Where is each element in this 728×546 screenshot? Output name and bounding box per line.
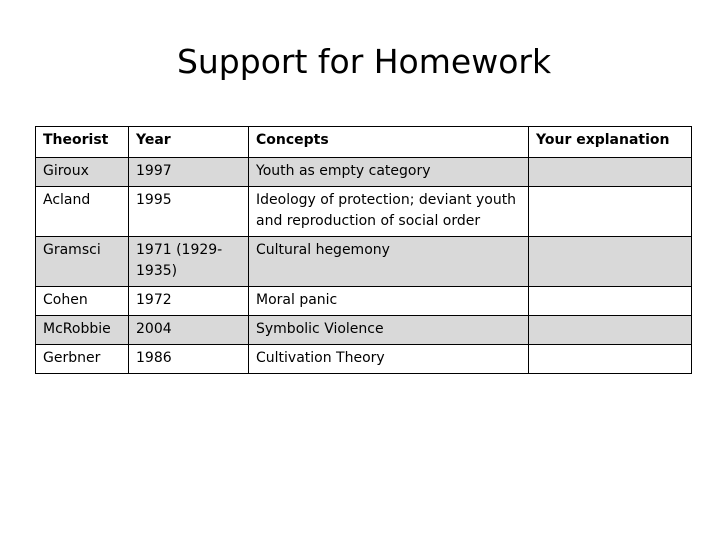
concepts-cell: Youth as empty category	[249, 158, 529, 187]
header-concepts: Concepts	[249, 127, 529, 158]
table-header-row	[36, 127, 692, 158]
concepts-cell: Cultural hegemony	[249, 237, 529, 287]
year-cell: 1997	[129, 158, 249, 187]
year-cell: 1972	[129, 287, 249, 316]
explanation-cell[interactable]	[529, 158, 692, 187]
concepts-cell: Ideology of protection; deviant youth and reproduction of social order	[249, 187, 529, 237]
table-row	[36, 237, 692, 287]
header-your-explanation: Your explanation	[529, 127, 692, 158]
table-row	[36, 316, 692, 345]
table-row	[36, 345, 692, 374]
table-row	[36, 287, 692, 316]
concepts-cell: Cultivation Theory	[249, 345, 529, 374]
theorist-cell: Gramsci	[36, 237, 129, 287]
homework-table	[35, 126, 692, 374]
theorist-cell: Cohen	[36, 287, 129, 316]
explanation-cell[interactable]	[529, 237, 692, 287]
year-cell: 2004	[129, 316, 249, 345]
year-cell: 1986	[129, 345, 249, 374]
explanation-cell[interactable]	[529, 287, 692, 316]
year-cell: 1995	[129, 187, 249, 237]
theorist-cell: Acland	[36, 187, 129, 237]
explanation-cell[interactable]	[529, 316, 692, 345]
year-cell: 1971 (1929-1935)	[129, 237, 249, 287]
theorist-cell: McRobbie	[36, 316, 129, 345]
concepts-cell: Symbolic Violence	[249, 316, 529, 345]
explanation-cell[interactable]	[529, 187, 692, 237]
header-year: Year	[129, 127, 249, 158]
theorist-cell: Giroux	[36, 158, 129, 187]
theorist-cell: Gerbner	[36, 345, 129, 374]
header-theorist: Theorist	[36, 127, 129, 158]
table-row	[36, 158, 692, 187]
slide-title: Support for Homework	[176, 42, 552, 81]
explanation-cell[interactable]	[529, 345, 692, 374]
table-row	[36, 187, 692, 237]
concepts-cell: Moral panic	[249, 287, 529, 316]
